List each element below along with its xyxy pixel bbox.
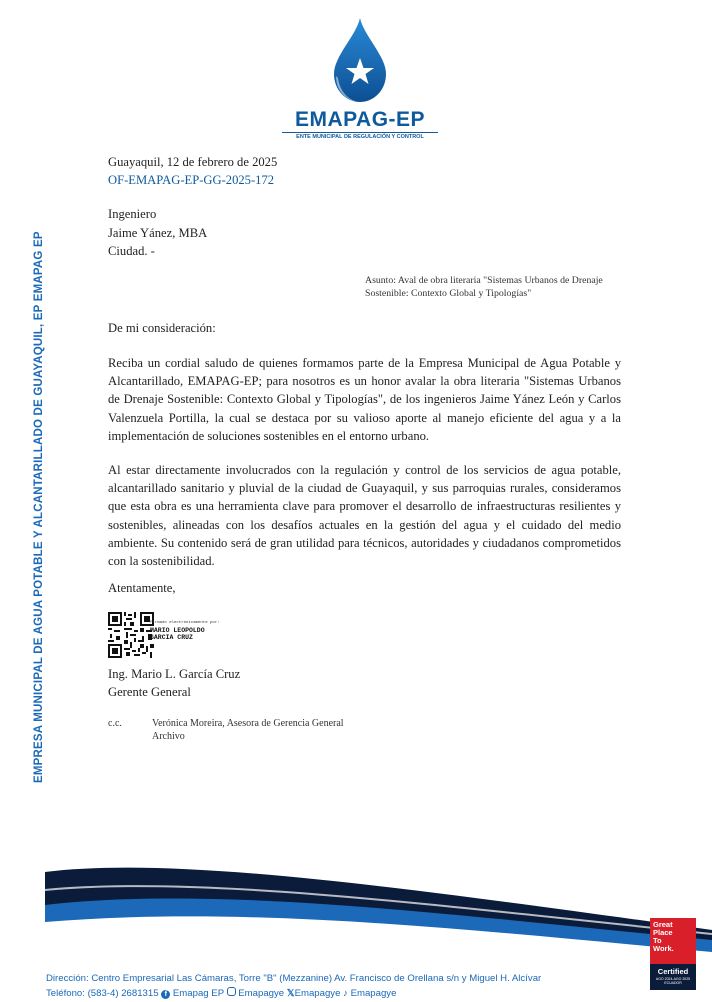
- footer-wave-decoration: [0, 860, 712, 970]
- subject: [365, 275, 625, 300]
- tiktok-handle[interactable]: Emapagye: [350, 988, 397, 999]
- signature-qr-code-icon: [108, 612, 154, 658]
- subject-line-2: Sostenible: Contexto Global y Tipologías": [365, 287, 532, 299]
- side-company-text: EMPRESA MUNICIPAL DE AGUA POTABLE Y ALCANTARILLADO DE GUAYAQUIL, EP EMAPAG EP: [33, 231, 45, 783]
- signature-name: [150, 627, 205, 641]
- badge-certified: Certified: [657, 967, 689, 976]
- instagram-handle[interactable]: Emapagye: [238, 988, 285, 999]
- badge-line-3: To: [653, 936, 662, 945]
- phone-label: Teléfono:: [46, 988, 85, 999]
- badge-top: [650, 918, 696, 964]
- instagram-icon[interactable]: [227, 987, 236, 996]
- letter-reference: OF-EMAPAG-EP-GG-2025-172: [108, 173, 275, 187]
- phone-text: (583-4) 2681315: [87, 988, 159, 999]
- paragraph-2: Al estar directamente involucrados con la regulación y control de los servicios de agua potable, alcantarillado sanitario y pluvial de la ciudad de Guayaquil, y sus parroquias rurales, consideramos que esta obra es una herramienta clave para promover el desarrollo de infraestructuras resilientes y sostenibles, alineadas con los desafíos actuales en la gestión del agua y el cuidado del medio ambiente. Su contenido será de gran utilidad para técnicos, autoridades y ciudadanos comprometidos con la sostenibilidad.: [108, 463, 621, 569]
- tiktok-icon[interactable]: ♪: [343, 988, 348, 999]
- subject-line-1: Asunto: Aval de obra literaria "Sistemas Urbanos de Drenaje: [365, 275, 603, 286]
- signature-name-line-1: MARIO LEOPOLDO: [150, 627, 205, 634]
- x-handle[interactable]: Emapagye: [294, 988, 341, 999]
- address-text: Centro Empresarial Las Cámaras, Torre "B" (Mezzanine) Av. Francisco de Orellana s/n y Miguel H. Alcívar: [91, 973, 542, 984]
- great-place-to-work-badge: [650, 918, 696, 990]
- x-icon[interactable]: 𝕏: [286, 988, 295, 999]
- brand-name: EMAPAG-EP: [294, 108, 426, 131]
- closing: Atentamente,: [108, 581, 176, 595]
- signature-name-line-2: GARCIA CRUZ: [150, 634, 193, 641]
- recipient-line-1: Ingeniero: [108, 207, 157, 221]
- badge-bottom: [650, 964, 696, 990]
- signer-title: Gerente General: [108, 685, 191, 699]
- facebook-icon[interactable]: f: [161, 990, 170, 999]
- cc-recipient-2: Archivo: [152, 731, 185, 742]
- salutation: De mi consideración:: [108, 321, 216, 335]
- facebook-handle[interactable]: Emapag EP: [172, 988, 224, 999]
- water-drop-logo-icon: [330, 18, 390, 106]
- letter-date: Guayaquil, 12 de febrero de 2025: [108, 155, 278, 169]
- badge-country: ECUADOR: [664, 981, 682, 985]
- signer-name: Ing. Mario L. García Cruz: [108, 667, 241, 681]
- footer-contacts: [46, 987, 396, 999]
- badge-dates: AGO 2024-AGO 2025: [655, 977, 691, 981]
- badge-line-4: Work.: [653, 944, 674, 953]
- recipient-line-3: Ciudad. -: [108, 244, 155, 258]
- signature-caption: Firmado electrónicamente por:: [150, 621, 220, 625]
- badge-line-2: Place: [653, 928, 673, 937]
- address-label: Dirección:: [46, 973, 89, 984]
- paragraph-1: Reciba un cordial saludo de quienes formamos parte de la Empresa Municipal de Agua Potable y Alcantarillado, EMAPAG-EP; para nosotros es un honor avalar la obra literaria "Sistemas Urbanos de Drenaje Sostenible: Contexto Global y Tipologías", de los ingenieros Jaime Yánez León y Carlos Valenzuela Portilla, la cual se destaca por su valioso aporte al manejo eficiente del agua y a la implementación de soluciones sostenibles en el entorno urbano.: [108, 356, 621, 443]
- cc-recipient-1: Verónica Moreira, Asesora de Gerencia General: [152, 718, 344, 729]
- cc-label: c.c.: [108, 718, 122, 729]
- badge-line-1: Great: [653, 920, 673, 929]
- brand-subtitle: ENTE MUNICIPAL DE REGULACIÓN Y CONTROL: [282, 132, 438, 140]
- footer-address: [46, 973, 541, 984]
- recipient-line-2: Jaime Yánez, MBA: [108, 226, 208, 240]
